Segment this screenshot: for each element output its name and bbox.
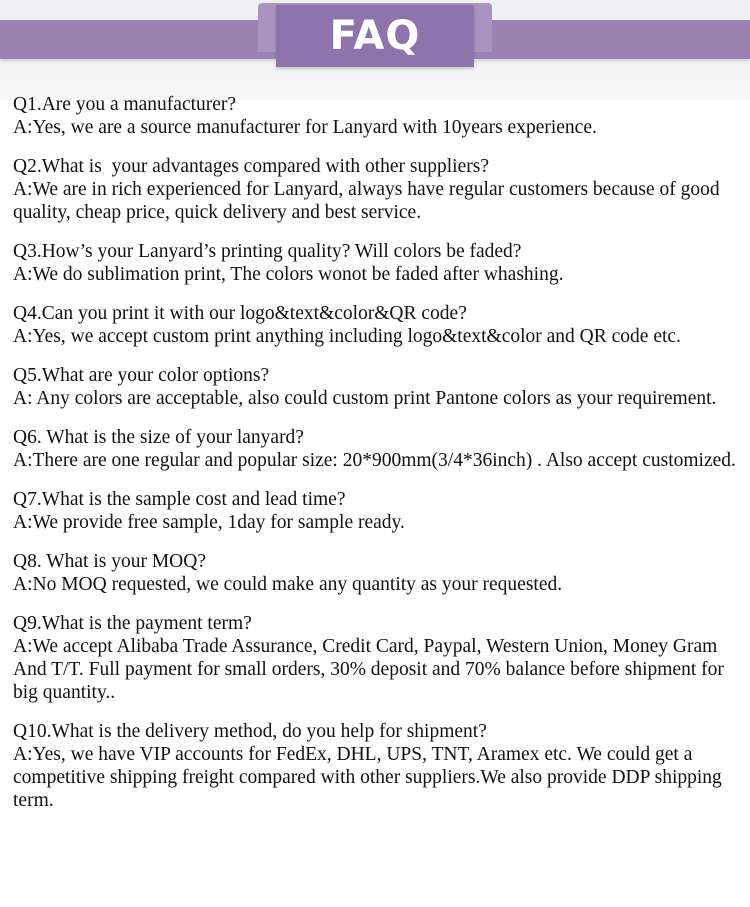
faq-header: [0, 0, 750, 100]
faq-question-10: Q10.What is the delivery method, do you help for shipment?: [13, 721, 487, 742]
faq-answer-6: A:There are one regular and popular size: 20*900mm(3/4*36inch) . Also accept customized.: [13, 450, 736, 471]
faq-answer-9: A:We accept Alibaba Trade Assurance, Credit Card, Paypal, Western Union, Money Gram And T/T. Full payment for small orders, 30% deposit and 70% balance before shipment for big quantity..: [13, 636, 729, 703]
faq-answer-10: A:Yes, we have VIP accounts for FedEx, DHL, UPS, TNT, Aramex etc. We could get a competitive shipping freight compared with other suppliers.We also provide DDP shipping term.: [13, 744, 727, 811]
faq-item-3: [13, 240, 741, 286]
page-title: FAQ: [329, 13, 421, 59]
faq-question-2: Q2.What is your advantages compared with other suppliers?: [13, 156, 489, 177]
faq-item-10: [13, 720, 741, 812]
faq-answer-5: A: Any colors are acceptable, also could custom print Pantone colors as your requirement.: [13, 388, 717, 409]
faq-item-7: [13, 488, 741, 534]
faq-answer-7: A:We provide free sample, 1day for sample ready.: [13, 512, 405, 533]
faq-item-5: [13, 364, 741, 410]
faq-question-6: Q6. What is the size of your lanyard?: [13, 427, 304, 448]
faq-item-1: [13, 93, 741, 139]
faq-question-8: Q8. What is your MOQ?: [13, 551, 206, 572]
faq-question-3: Q3.How’s your Lanyard’s printing quality? Will colors be faded?: [13, 241, 522, 262]
faq-answer-4: A:Yes, we accept custom print anything including logo&text&color and QR code etc.: [13, 326, 681, 347]
faq-item-4: [13, 302, 741, 348]
faq-question-4: Q4.Can you print it with our logo&text&color&QR code?: [13, 303, 467, 324]
faq-item-6: [13, 426, 741, 472]
faq-answer-2: A:We are in rich experienced for Lanyard, always have regular customers because of good quality, cheap price, quick delivery and best service.: [13, 179, 725, 223]
faq-item-2: [13, 155, 741, 224]
faq-answer-3: A:We do sublimation print, The colors wonot be faded after whashing.: [13, 264, 564, 285]
faq-question-5: Q5.What are your color options?: [13, 365, 270, 386]
faq-question-1: Q1.Are you a manufacturer?: [13, 94, 237, 115]
faq-answer-1: A:Yes, we are a source manufacturer for Lanyard with 10years experience.: [13, 117, 597, 138]
faq-item-9: [13, 612, 741, 704]
faq-item-8: [13, 550, 741, 596]
faq-answer-8: A:No MOQ requested, we could make any quantity as your requested.: [13, 574, 563, 595]
faq-question-9: Q9.What is the payment term?: [13, 613, 252, 634]
faq-list: [13, 93, 741, 828]
faq-question-7: Q7.What is the sample cost and lead time?: [13, 489, 346, 510]
